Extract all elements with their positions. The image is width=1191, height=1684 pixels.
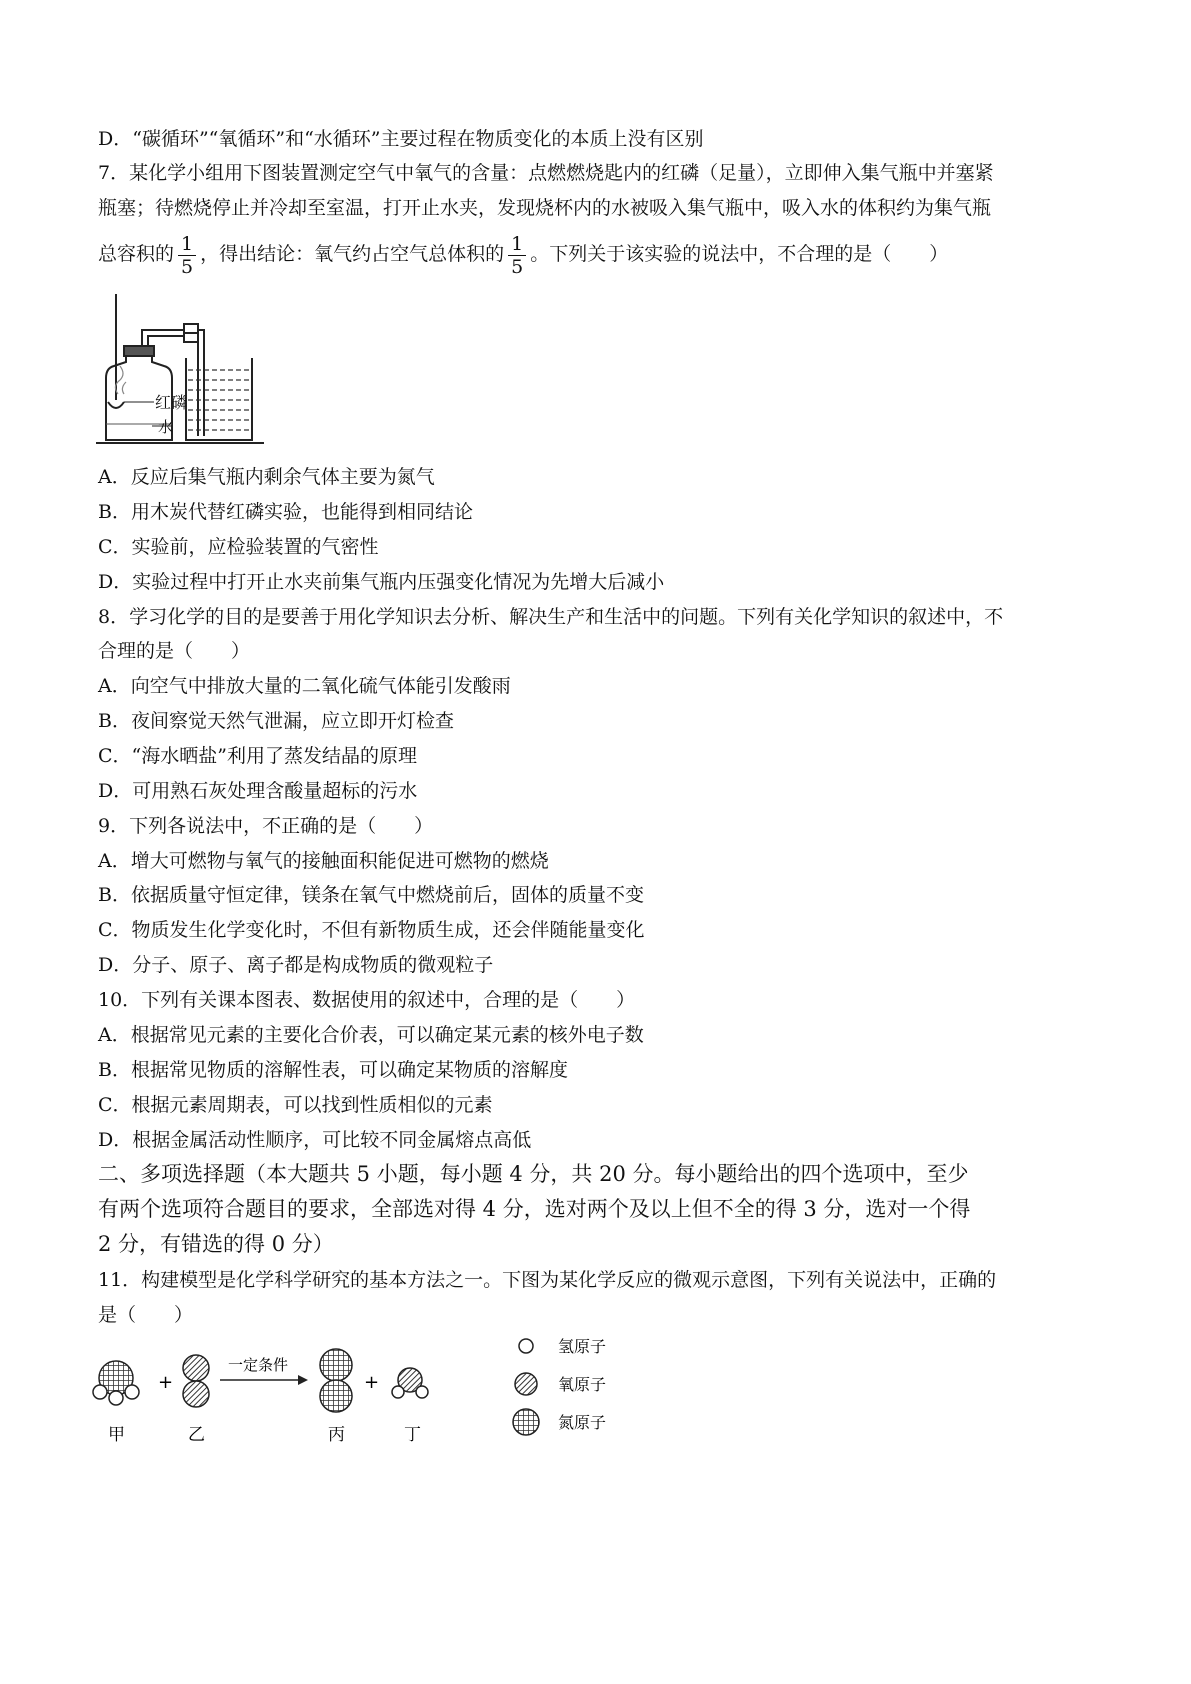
label-ding: 丁 xyxy=(404,1425,421,1445)
legend-oxygen: 氧原子 xyxy=(558,1375,607,1394)
q7-stem-line2: 瓶塞；待燃烧停止并冷却至室温，打开止水夹，发现烧杯内的水被吸入集气瓶中，吸入水的体积约为集气瓶 xyxy=(98,197,992,219)
q8-option-a: A．向空气中排放大量的二氧化硫气体能引发酸雨 xyxy=(98,675,511,697)
plus-sign: + xyxy=(364,1372,380,1393)
q11-stem-line1: 11．构建模型是化学科学研究的基本方法之一。下图为某化学反应的微观示意图，下列有关说法中，正确的 xyxy=(98,1269,997,1291)
legend xyxy=(513,1339,539,1435)
molecule-ding xyxy=(392,1368,428,1398)
q10-stem: 10．下列有关课本图表、数据使用的叙述中，合理的是（ ） xyxy=(98,989,636,1011)
q7-text-b: ，得出结论：氧气约占空气总体积的 xyxy=(200,243,505,265)
fraction-one-fifth xyxy=(508,233,526,278)
q7-option-d: D．实验过程中打开止水夹前集气瓶内压强变化情况为先增大后减小 xyxy=(98,571,665,593)
q10-option-c: C．根据元素周期表，可以找到性质相似的元素 xyxy=(98,1094,493,1116)
plus-sign: + xyxy=(158,1372,174,1393)
q10-option-b: B．根据常见物质的溶解性表，可以确定某物质的溶解度 xyxy=(98,1059,568,1081)
q9-option-a: A．增大可燃物与氧气的接触面积能促进可燃物的燃烧 xyxy=(98,850,549,872)
q8-stem-line1: 8．学习化学的目的是要善于用化学知识去分析、解决生产和生活中的问题。下列有关化学知识的叙述中，不 xyxy=(98,606,1004,628)
q7-text-a: 总容积的 xyxy=(98,243,175,265)
fraction-one-fifth xyxy=(178,233,196,278)
q7-stem-line3 xyxy=(98,228,948,280)
label-water: 水 xyxy=(158,418,174,436)
q8-stem-line2: 合理的是（ ） xyxy=(98,640,251,662)
label-yi: 乙 xyxy=(188,1425,205,1445)
q10-option-a: A．根据常见元素的主要化合价表，可以确定某元素的核外电子数 xyxy=(98,1024,644,1046)
reaction-condition: 一定条件 xyxy=(228,1356,289,1374)
q9-option-d: D．分子、原子、离子都是构成物质的微观粒子 xyxy=(98,954,494,976)
label-jia: 甲 xyxy=(108,1425,125,1445)
q9-stem: 9．下列各说法中，不正确的是（ ） xyxy=(98,815,434,837)
section2-heading-line3: 2 分，有错选的得 0 分） xyxy=(98,1232,334,1256)
q8-option-c: C．“海水晒盐”利用了蒸发结晶的原理 xyxy=(98,745,417,767)
molecule-yi xyxy=(183,1355,209,1407)
fraction-numerator: 1 xyxy=(178,233,196,256)
label-bing: 丙 xyxy=(328,1425,345,1445)
fraction-numerator: 1 xyxy=(508,233,526,256)
fraction-denominator: 5 xyxy=(181,255,194,278)
q7-option-a: A．反应后集气瓶内剩余气体主要为氮气 xyxy=(98,466,435,488)
q6-option-d: D．“碳循环”“氧循环”和“水循环”主要过程在物质变化的本质上没有区别 xyxy=(98,128,704,150)
oxygen-measurement-apparatus-figure xyxy=(92,290,270,450)
legend-nitrogen: 氮原子 xyxy=(558,1413,607,1432)
q9-option-c: C．物质发生化学变化时，不但有新物质生成，还会伴随能量变化 xyxy=(98,919,645,941)
molecule-jia xyxy=(93,1361,139,1405)
q7-option-b: B．用木炭代替红磷实验，也能得到相同结论 xyxy=(98,501,473,523)
q10-option-d: D．根据金属活动性顺序，可比较不同金属熔点高低 xyxy=(98,1129,532,1151)
q7-text-c: 。下列关于该实验的说法中，不合理的是（ ） xyxy=(530,243,949,265)
section2-heading-line1: 二、多项选择题（本大题共 5 小题，每小题 4 分，共 20 分。每小题给出的四个选项中，至少 xyxy=(98,1162,969,1186)
q11-stem-line2: 是（ ） xyxy=(98,1304,194,1326)
q9-option-b: B．依据质量守恒定律，镁条在氧气中燃烧前后，固体的质量不变 xyxy=(98,884,644,906)
fraction-denominator: 5 xyxy=(511,255,524,278)
section2-heading-line2: 有两个选项符合题目的要求，全部选对得 4 分，选对两个及以上但不全的得 3 分，选对一个得 xyxy=(98,1197,971,1221)
label-red-phosphorus: 红磷 xyxy=(155,393,188,412)
molecule-bing xyxy=(320,1349,352,1412)
q8-option-b: B．夜间察觉天然气泄漏，应立即开灯检查 xyxy=(98,710,454,732)
legend-hydrogen: 氢原子 xyxy=(558,1337,607,1356)
q7-option-c: C．实验前，应检验装置的气密性 xyxy=(98,536,379,558)
q7-stem-line1: 7．某化学小组用下图装置测定空气中氧气的含量：点燃燃烧匙内的红磷（足量），立即伸入集气瓶中并塞紧 xyxy=(98,162,994,184)
reaction-micro-diagram xyxy=(88,1330,648,1454)
q8-option-d: D．可用熟石灰处理含酸量超标的污水 xyxy=(98,780,418,802)
